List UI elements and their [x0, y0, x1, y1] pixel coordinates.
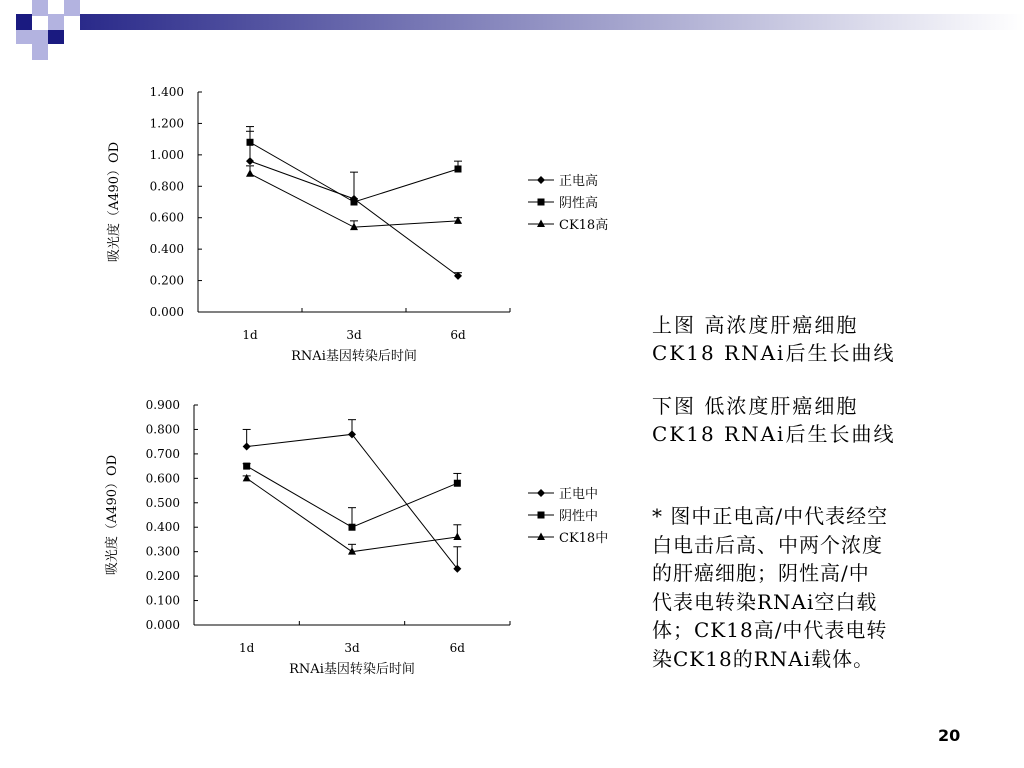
- y-tick-label: 0.000: [145, 618, 180, 632]
- square-marker: [243, 463, 250, 470]
- triangle-marker: [243, 474, 251, 482]
- square-marker: [455, 166, 462, 173]
- x-tick-label: 3d: [344, 641, 360, 655]
- footnote-line: 白电击后高、中两个浓度: [652, 532, 883, 557]
- triangle-marker: [453, 533, 461, 541]
- y-tick-label: 1.000: [149, 147, 184, 162]
- decoration-square: [32, 44, 48, 60]
- y-tick-label: 0.300: [145, 544, 180, 559]
- y-tick-label: 1.400: [149, 85, 184, 99]
- y-tick-label: 0.700: [145, 446, 180, 461]
- x-tick-label: 1d: [242, 328, 258, 342]
- page-number: 20: [938, 726, 961, 745]
- y-axis-label: 吸光度（A490）OD: [105, 454, 120, 576]
- diamond-marker: [537, 489, 545, 497]
- diamond-marker: [243, 443, 251, 451]
- decoration-square: [32, 30, 48, 44]
- x-axis-label: RNAi基因转染后时间: [291, 349, 417, 364]
- legend-label: 正电中: [559, 487, 599, 502]
- decoration-square: [16, 14, 32, 30]
- series-square: [243, 463, 462, 531]
- y-tick-label: 0.400: [149, 242, 184, 257]
- decoration-square: [48, 14, 64, 30]
- square-marker: [247, 139, 254, 146]
- decoration-square: [48, 30, 64, 44]
- square-marker: [538, 199, 545, 206]
- square-marker: [349, 524, 356, 531]
- footnote-line: 的肝癌细胞；阴性高/中: [652, 561, 870, 585]
- legend-label: 阴性中: [559, 509, 599, 524]
- footnote-line: 体；CK18高/中代表电转: [652, 618, 888, 642]
- series-diamond: [246, 131, 462, 280]
- description-top-line1: 上图 高浓度肝癌细胞: [652, 313, 859, 337]
- y-tick-label: 1.200: [149, 116, 184, 131]
- description-bottom-line2: CK18 RNAi后生长曲线: [652, 422, 896, 446]
- y-tick-label: 0.200: [149, 273, 184, 288]
- diamond-marker: [537, 176, 545, 184]
- y-tick-label: 0.500: [145, 495, 180, 510]
- x-tick-label: 6d: [450, 328, 466, 342]
- x-tick-label: 6d: [449, 641, 465, 655]
- y-tick-label: 0.800: [149, 179, 184, 194]
- footnote-line: 代表电转染RNAi空白载: [652, 589, 878, 614]
- triangle-marker: [537, 533, 545, 541]
- footnote: [652, 502, 912, 673]
- y-axis-label: 吸光度（A490）OD: [107, 141, 122, 263]
- legend-label: CK18高: [559, 218, 609, 233]
- square-marker: [351, 199, 358, 206]
- legend-label: 阴性高: [559, 196, 599, 211]
- decoration-square: [16, 30, 32, 44]
- description-bottom-line1: 下图 低浓度肝癌细胞: [652, 394, 859, 418]
- triangle-marker: [246, 169, 254, 177]
- legend-label: 正电高: [559, 174, 599, 189]
- x-tick-label: 1d: [239, 641, 255, 655]
- square-marker: [454, 480, 461, 487]
- x-tick-label: 3d: [346, 328, 362, 342]
- diamond-marker: [246, 157, 254, 165]
- triangle-marker: [350, 223, 358, 231]
- description-top: [652, 311, 895, 367]
- y-tick-label: 0.200: [145, 569, 180, 584]
- y-tick-label: 0.600: [145, 471, 180, 486]
- legend-label: CK18中: [559, 531, 609, 546]
- title-decoration-bar: [0, 0, 1024, 60]
- gradient-bar: [80, 14, 1024, 30]
- footnote-line: 染CK18的RNAi载体。: [652, 646, 875, 671]
- chart-bottom-medium-concentration: [90, 393, 640, 688]
- description-bottom: [652, 392, 895, 448]
- triangle-marker: [537, 220, 545, 228]
- chart-top-high-concentration: [90, 78, 640, 378]
- y-tick-label: 0.400: [145, 520, 180, 535]
- y-tick-label: 0.600: [149, 210, 184, 225]
- decoration-square: [64, 0, 80, 16]
- y-tick-label: 0.000: [149, 305, 184, 319]
- decoration-squares: [16, 0, 80, 60]
- description-top-line2: CK18 RNAi后生长曲线: [652, 341, 896, 365]
- decoration-square: [32, 0, 48, 16]
- x-axis-label: RNAi基因转染后时间: [289, 662, 415, 677]
- square-marker: [538, 512, 545, 519]
- y-tick-label: 0.900: [145, 398, 180, 412]
- y-tick-label: 0.100: [145, 593, 180, 608]
- y-tick-label: 0.800: [145, 422, 180, 437]
- footnote-line: * 图中正电高/中代表经空: [652, 504, 889, 528]
